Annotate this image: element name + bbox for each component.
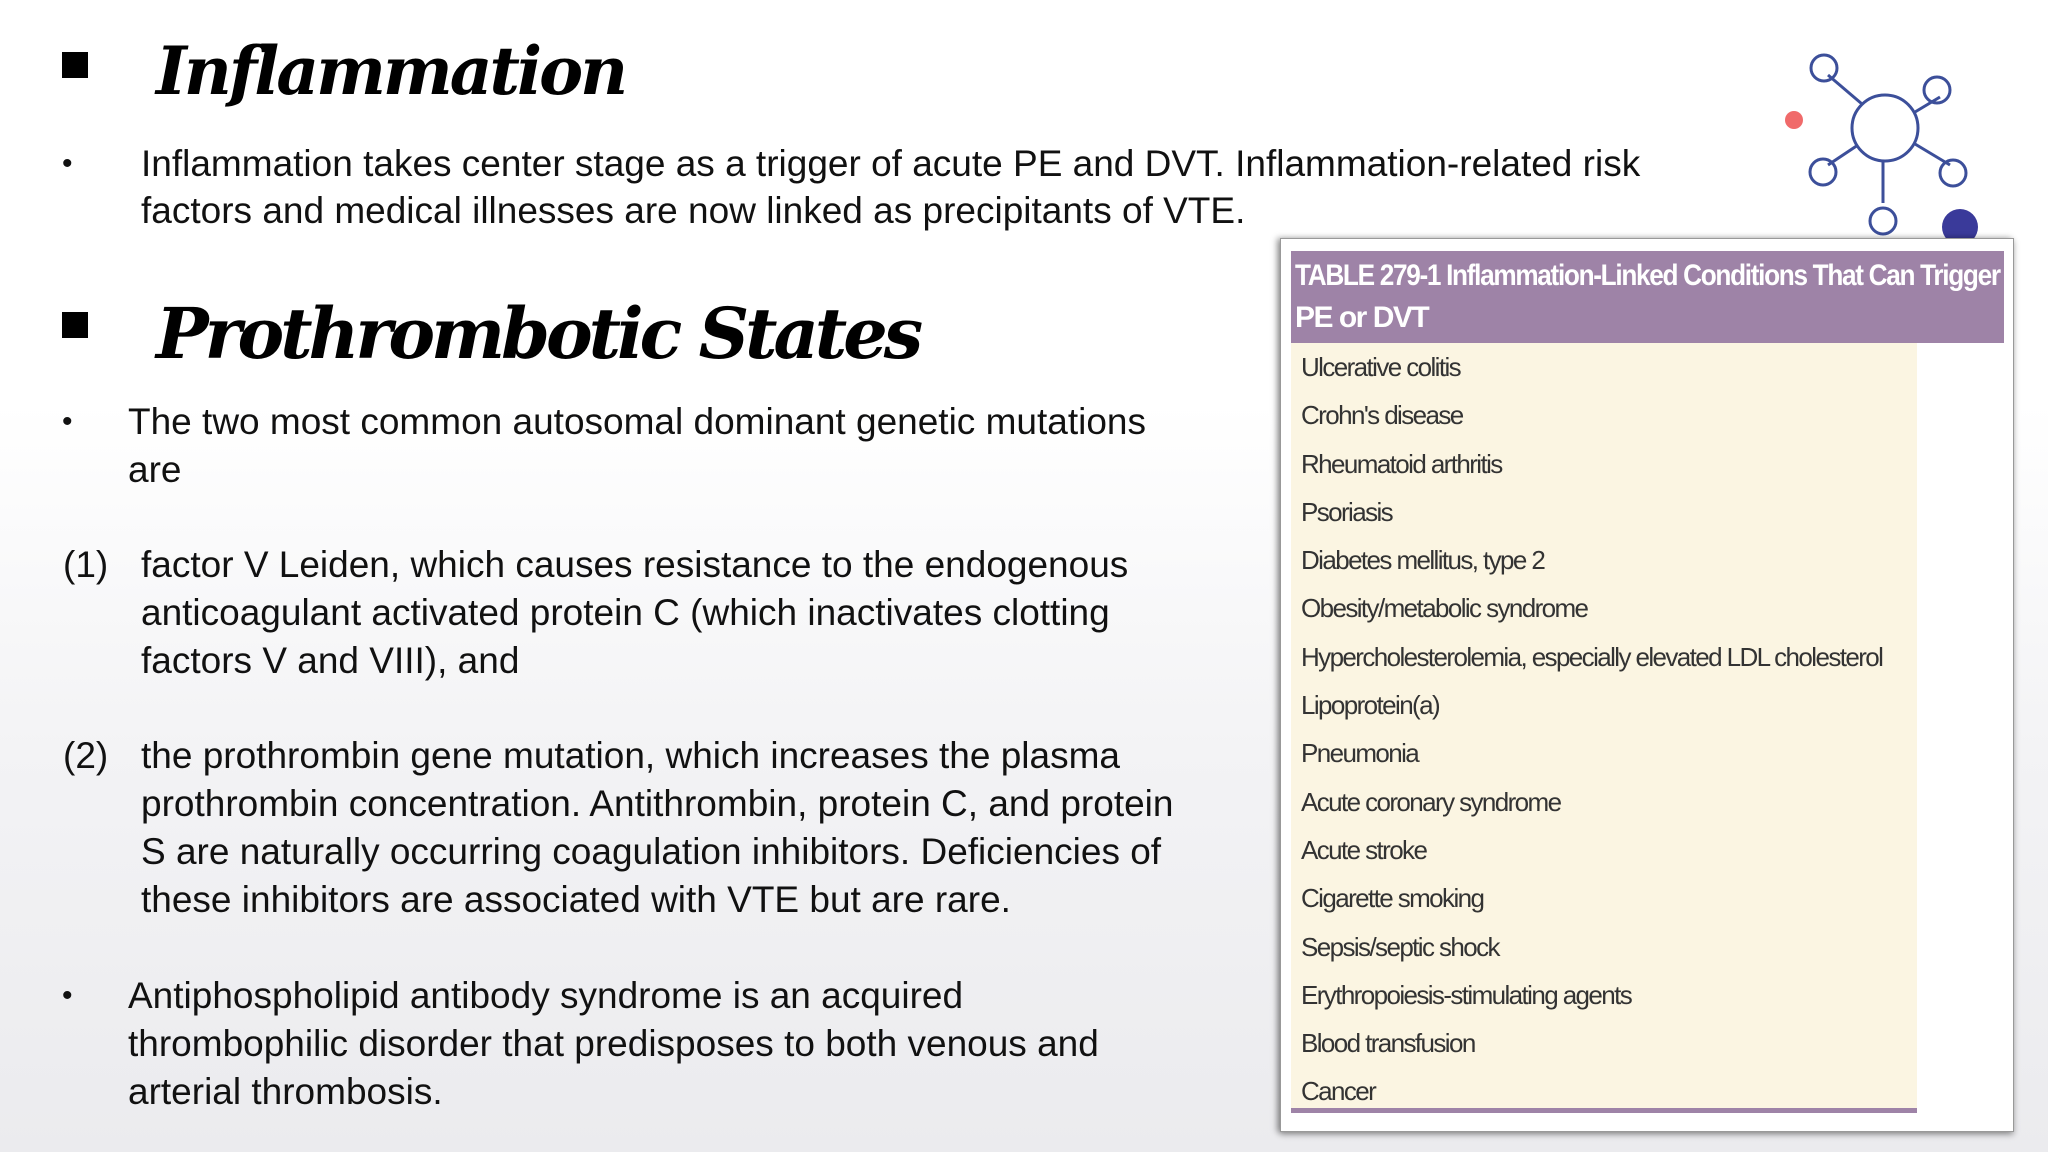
item2-line-2: prothrombin concentration. Antithrombin, protein C, and protein xyxy=(141,783,1174,824)
table-row: Pneumonia xyxy=(1301,738,1419,769)
bullet-dot: • xyxy=(62,405,73,438)
aps-line-2: thrombophilic disorder that predisposes to both venous and xyxy=(128,1023,1099,1064)
table-row: Blood transfusion xyxy=(1301,1028,1475,1059)
heading-square-bullet xyxy=(62,52,88,78)
table-row: Sepsis/septic shock xyxy=(1301,931,1499,962)
table-row: Hypercholesterolemia, especially elevated LDL cholesterol xyxy=(1301,641,1883,672)
table-row: Acute coronary syndrome xyxy=(1301,786,1561,817)
table-row: Acute stroke xyxy=(1301,834,1427,865)
aps-line-3: arterial thrombosis. xyxy=(128,1071,443,1112)
table-row: Ulcerative colitis xyxy=(1301,352,1461,382)
table-row: Lipoprotein(a) xyxy=(1301,690,1440,721)
item2-line-1: the prothrombin gene mutation, which increases the plasma xyxy=(141,735,1120,776)
item2-line-3: S are naturally occurring coagulation inhibitors. Deficiencies of xyxy=(141,831,1162,872)
table-row: Diabetes mellitus, type 2 xyxy=(1301,545,1545,576)
heading-square-bullet xyxy=(62,312,88,338)
table-row: Cancer xyxy=(1301,1076,1376,1107)
item-number-2: (2) xyxy=(63,735,109,776)
table-header-line-1: TABLE 279-1 Inflammation-Linked Conditions That Can Trigger xyxy=(1295,259,2000,292)
inflammation-table-image xyxy=(1280,238,2014,1132)
table-row: Psoriasis xyxy=(1301,496,1393,527)
inflammation-text-line-1: Inflammation takes center stage as a trigger of acute PE and DVT. Inflammation-related risk xyxy=(141,143,1641,184)
aps-line-1: Antiphospholipid antibody syndrome is an acquired xyxy=(128,975,964,1016)
table-row: Rheumatoid arthritis xyxy=(1301,448,1502,479)
prothrombotic-heading: Prothrombotic States xyxy=(156,292,920,375)
table-row: Obesity/metabolic syndrome xyxy=(1301,593,1588,624)
table-row: Cigarette smoking xyxy=(1301,883,1484,914)
inflammation-heading: Inflammation xyxy=(156,32,626,110)
item1-line-1: factor V Leiden, which causes resistance to the endogenous xyxy=(141,544,1129,585)
item1-line-2: anticoagulant activated protein C (which inactivates clotting xyxy=(141,592,1110,633)
table-header xyxy=(1291,251,2004,343)
molecule-network-icon xyxy=(1770,40,2030,250)
table-row-list xyxy=(1291,343,1917,1116)
prothrombotic-intro-line-1: The two most common autosomal dominant genetic mutations xyxy=(128,401,1146,442)
item1-line-3: factors V and VIII), and xyxy=(141,640,520,681)
table-header-line-2: PE or DVT xyxy=(1295,301,1429,334)
table-row: Erythropoiesis-stimulating agents xyxy=(1301,979,1632,1010)
table-body xyxy=(1291,343,1917,1113)
table-row: Crohn's disease xyxy=(1301,400,1463,431)
item-number-1: (1) xyxy=(63,544,109,585)
prothrombotic-intro-line-2: are xyxy=(128,449,182,490)
inflammation-text-line-2: factors and medical illnesses are now linked as precipitants of VTE. xyxy=(141,190,1246,231)
item2-line-4: these inhibitors are associated with VTE but are rare. xyxy=(141,879,1011,920)
bullet-dot: • xyxy=(62,979,73,1012)
bullet-dot: • xyxy=(62,147,73,180)
